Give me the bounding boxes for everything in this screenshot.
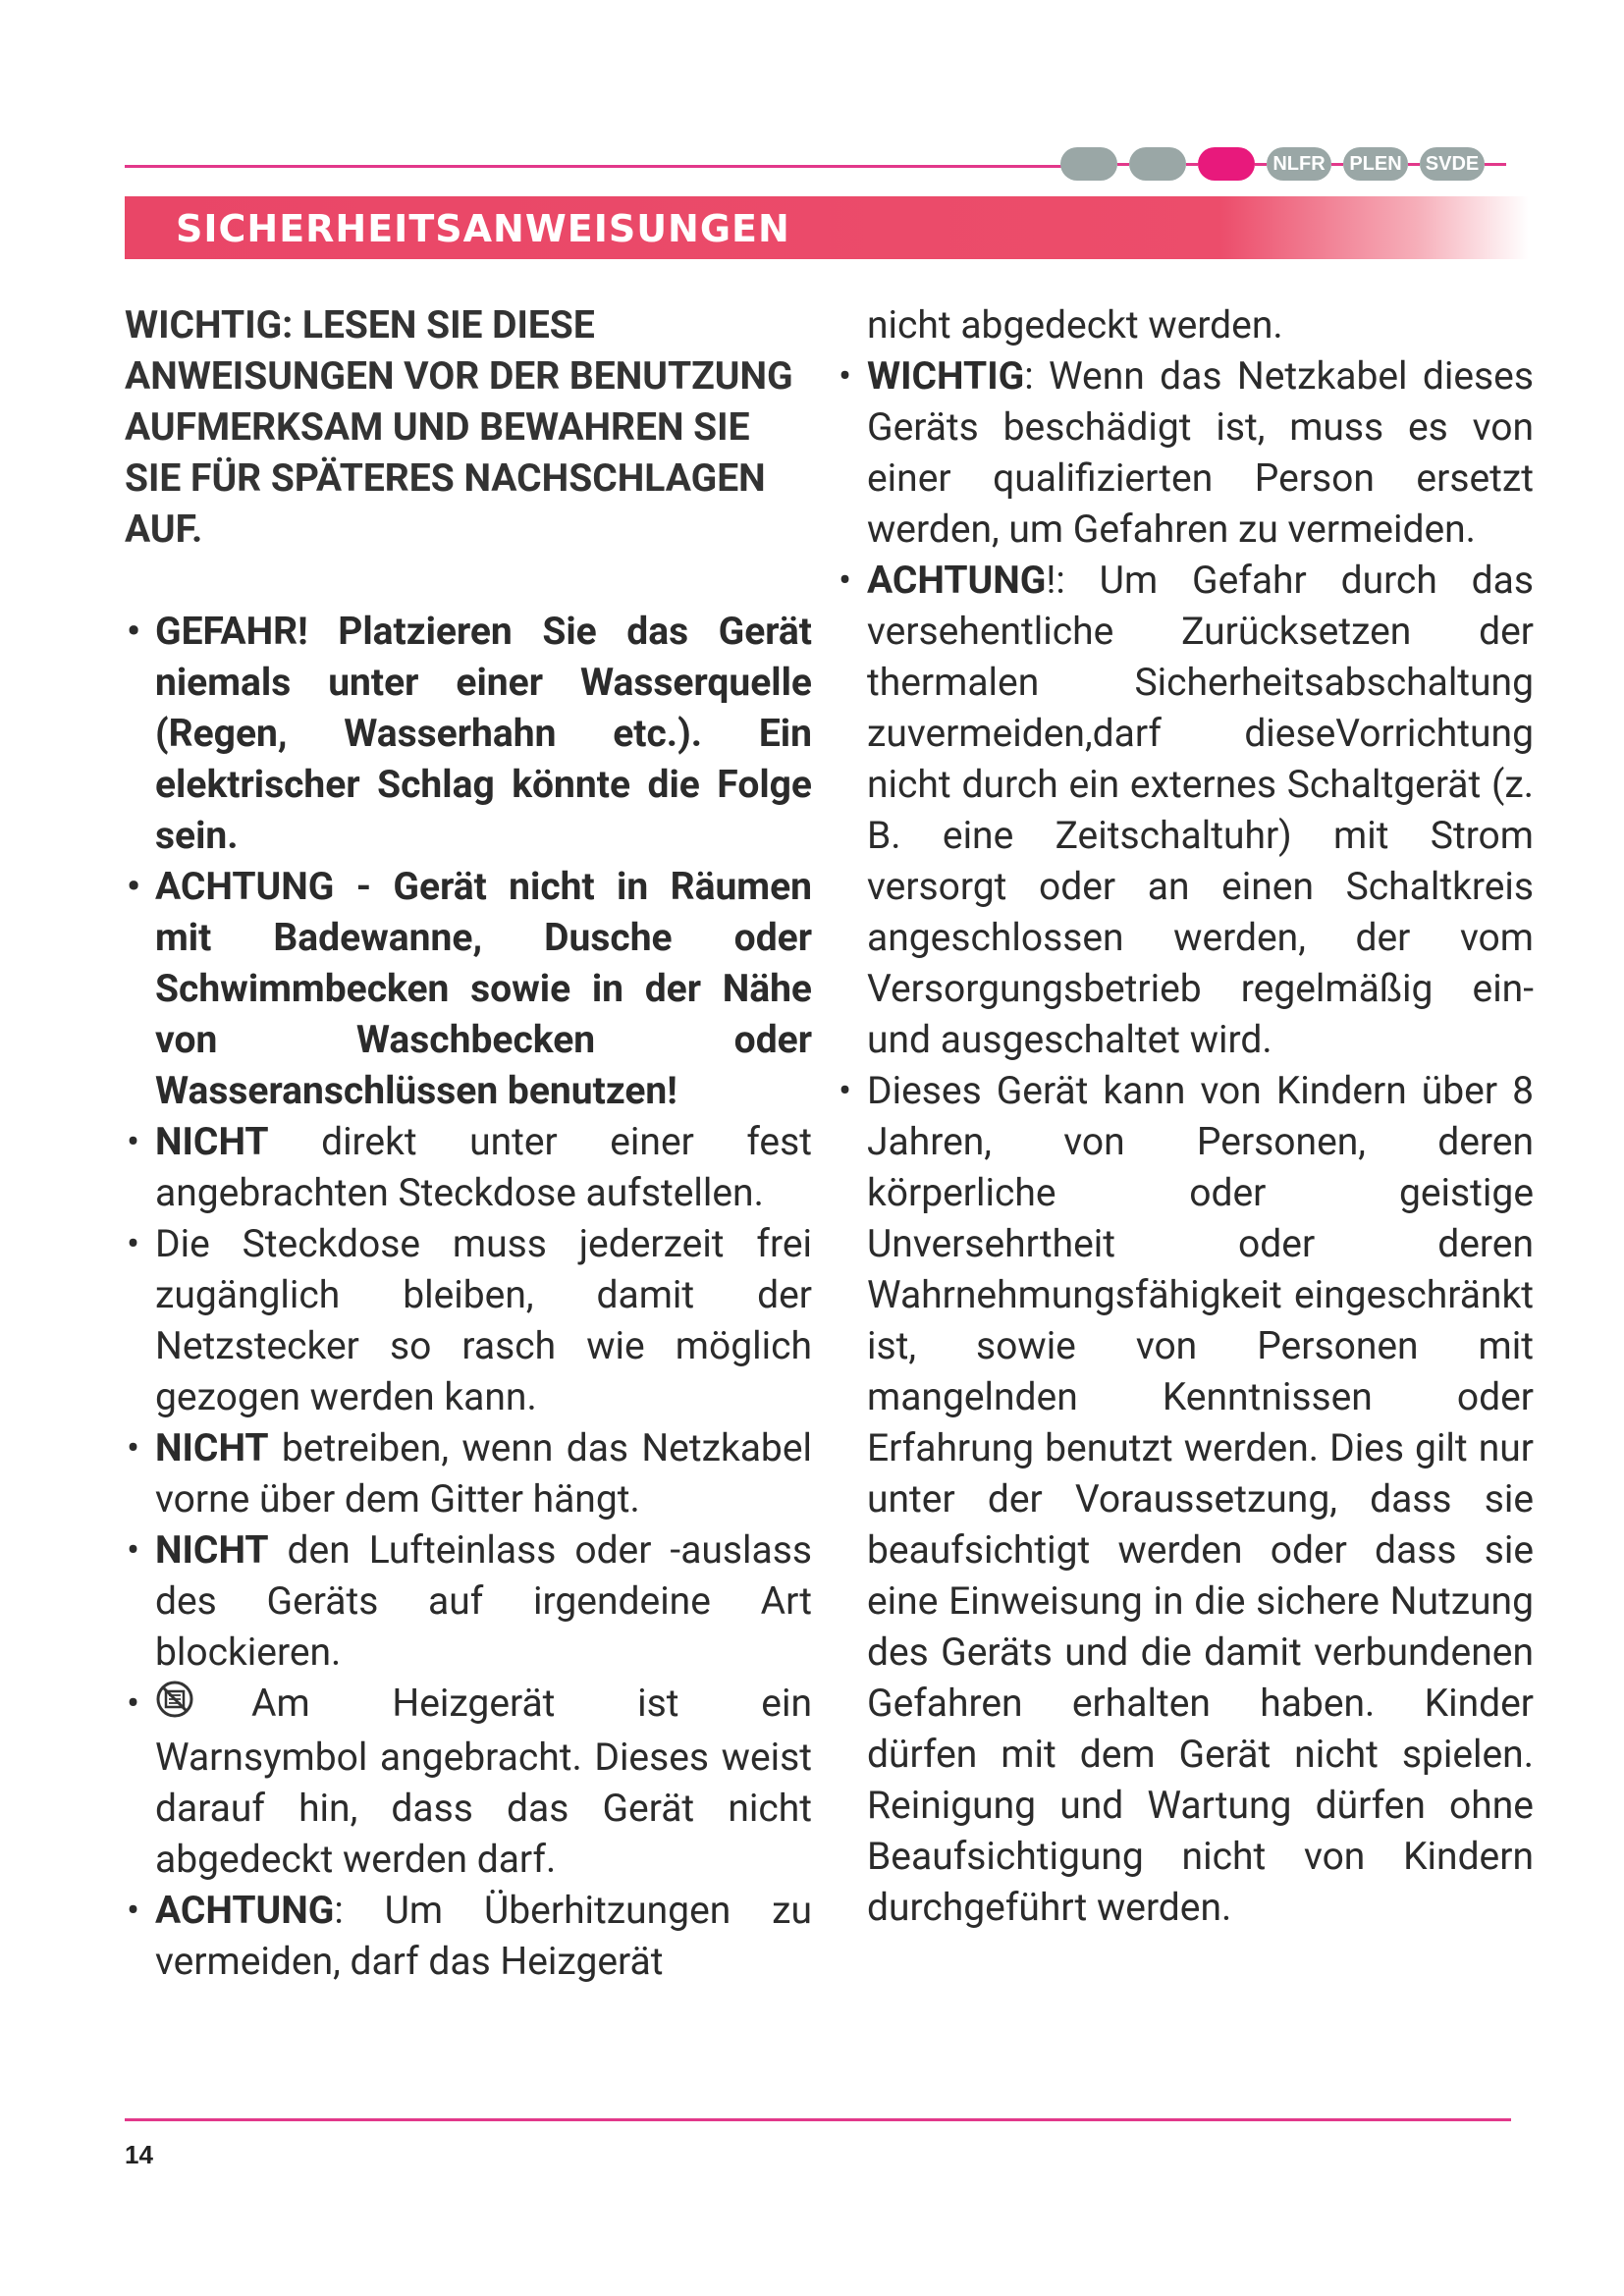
section-banner xyxy=(125,196,1529,259)
bullet-socket: • NICHT direkt unter einer fest angebrachten Steckdose aufstellen. xyxy=(125,1116,812,1218)
bullet-air-inlet: • NICHT den Lufteinlass oder -auslass des Geräts auf irgendeine Art blockieren. xyxy=(125,1524,812,1678)
lang-tab-plen: PLEN xyxy=(1343,147,1408,181)
language-indicator xyxy=(1060,147,1506,181)
intro-warning: WICHTIG: LESEN SIE DIESE ANWEISUNGEN VOR DER BENUTZUNG AUFMERKSAM UND BEWAHREN SIE SIE FÜR SPÄTERES NACHSCHLAGEN AUF. xyxy=(125,302,793,552)
keyword: NICHT xyxy=(155,1527,269,1573)
page-number: 14 xyxy=(125,2140,153,2169)
left-column xyxy=(125,299,812,1987)
lang-dot-1 xyxy=(1060,147,1117,181)
lang-dot-active xyxy=(1198,147,1255,181)
bullet-power-cord: • WICHTIG: Wenn das Netzkabel dieses Geräts beschädigt ist, muss es von einer qualifizierten Person ersetzt werden, um Gefahren zu vermeiden. xyxy=(837,350,1534,555)
bullet-bathroom: • ACHTUNG - Gerät nicht in Räumen mit Badewanne, Dusche oder Schwimmbecken sowie in der Nähe von Waschbecken oder Wasseranschlüssen benutzen! xyxy=(125,861,812,1116)
bullet-overheat: • ACHTUNG: Um Überhitzungen zu vermeiden, darf das Heizgerät xyxy=(125,1885,812,1987)
footer-rule xyxy=(125,2118,1511,2121)
bullet-danger: • GEFAHR! Platzieren Sie das Gerät niemals unter einer Wasserquelle (Regen, Wasserhahn etc.). Ein elektrischer Schlag könnte die Folge sein. xyxy=(125,606,812,861)
right-column xyxy=(837,299,1534,1933)
bullet-plug-access: • Die Steckdose muss jederzeit frei zugänglich bleiben, damit der Netzstecker so rasch wie möglich gezogen werden kann. xyxy=(125,1218,812,1422)
lang-tab-nlfr: NLFR xyxy=(1267,147,1331,181)
bullet-cable: • NICHT betreiben, wenn das Netzkabel vorne über dem Gitter hängt. xyxy=(125,1422,812,1524)
section-title: SICHERHEITSANWEISUNGEN xyxy=(176,207,790,250)
bullet-warning-symbol: • Am Heizgerät ist ein Warnsymbol angebracht. Dieses weist darauf hin, dass das Gerät nicht abgedeckt werden darf. xyxy=(125,1678,812,1885)
lang-dot-2 xyxy=(1129,147,1186,181)
keyword: ACHTUNG xyxy=(155,1888,335,1934)
keyword: ACHTUNG xyxy=(867,558,1047,603)
bullet-thermal-cutoff: • ACHTUNG!: Um Gefahr durch das versehentliche Zurücksetzen der thermalen Sicherheitsabschaltung zuvermeiden,darf dieseVorrichtung nicht durch ein externes Schaltgerät (z. B. eine Zeitschaltuhr) mit Strom versorgt oder an einen Schaltkreis angeschlossen werden, der vom Versorgungsbetrieb regelmäßig ein- und ausgeschaltet wird. xyxy=(837,555,1534,1065)
continued-text: nicht abgedeckt werden. xyxy=(867,302,1283,347)
bullet-children: • Dieses Gerät kann von Kindern über 8 Jahren, von Personen, deren körperliche oder geistige Unversehrtheit oder deren Wahrnehmungsfähigkeit eingeschränkt ist, sowie von Personen mit mangelnden Kenntnissen oder Erfahrung benutzt werden. Dies gilt nur unter der Voraussetzung, dass sie beaufsichtigt werden oder dass sie eine Einweisung in die sichere Nutzung des Geräts und die damit verbundenen Gefahren erhalten haben. Kinder dürfen mit dem Gerät nicht spielen. Reinigung und Wartung dürfen ohne Beaufsichtigung nicht von Kindern durchgeführt werden. xyxy=(837,1065,1534,1933)
lang-tab-svde: SVDE xyxy=(1420,147,1485,181)
keyword: WICHTIG xyxy=(867,353,1025,399)
do-not-cover-icon xyxy=(155,1680,194,1732)
keyword: NICHT xyxy=(155,1425,269,1470)
keyword: NICHT xyxy=(155,1119,269,1164)
header-rule xyxy=(125,165,1065,168)
